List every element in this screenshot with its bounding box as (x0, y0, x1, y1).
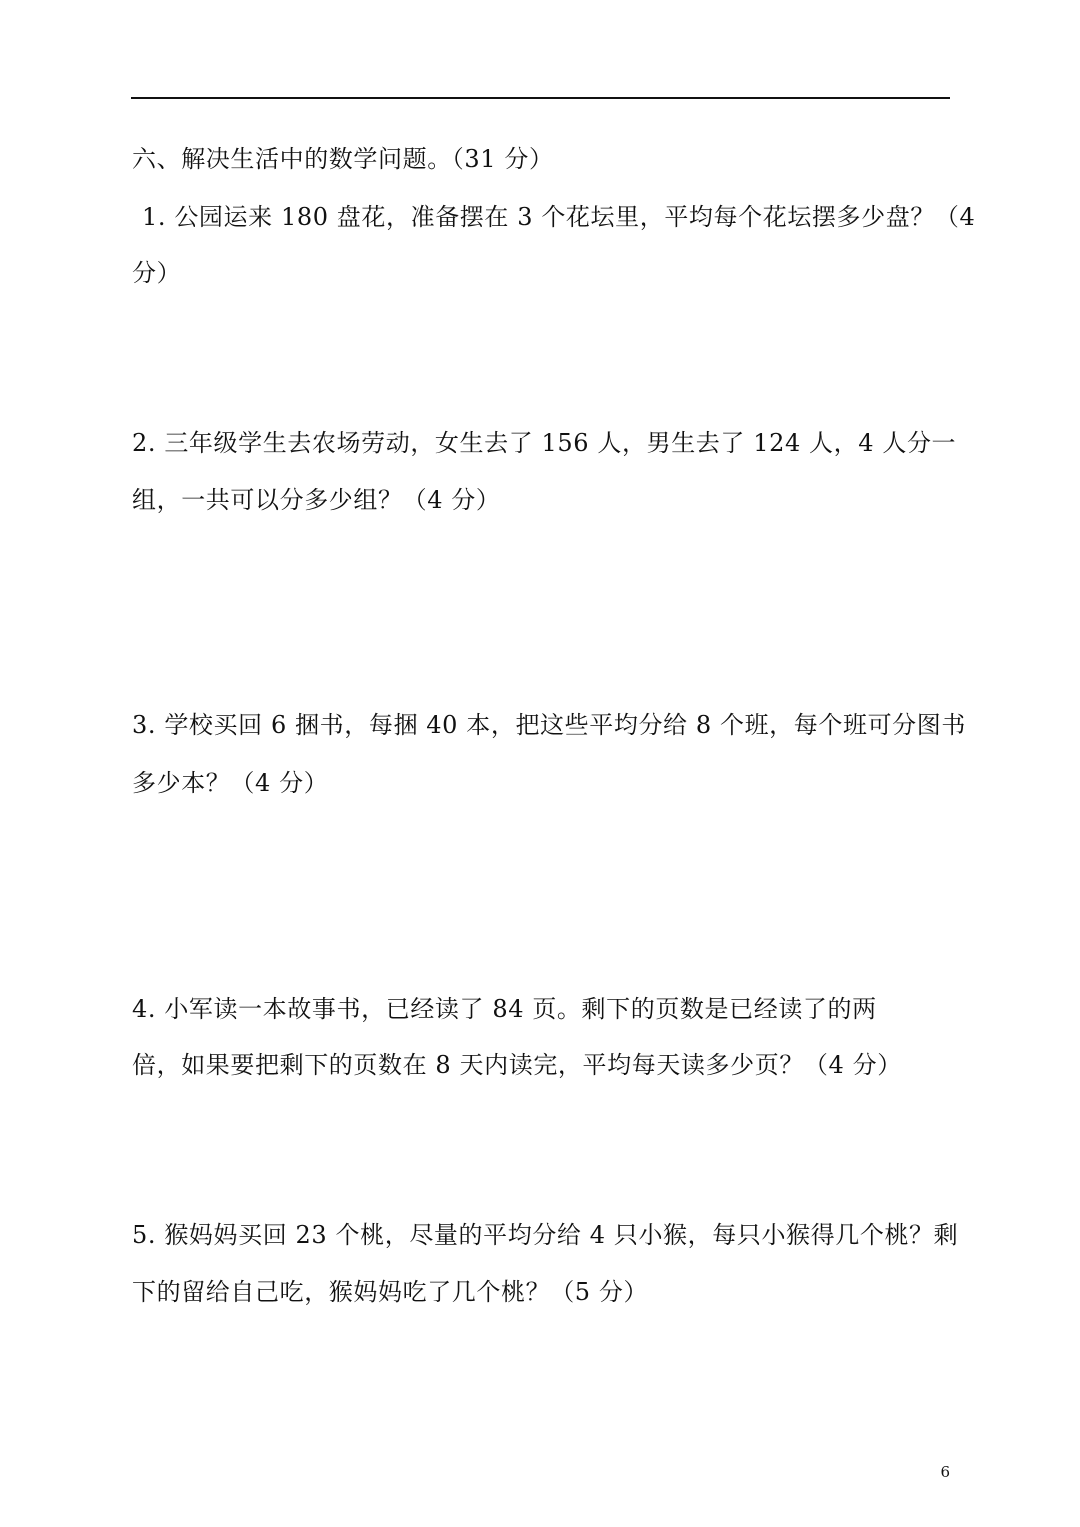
question-2-line-2: 组，一共可以分多少组？（4 分） (132, 486, 501, 514)
page-number: 6 (940, 1463, 950, 1481)
question-3-line-1: 3. 学校买回 6 捆书，每捆 40 本，把这些平均分给 8 个班，每个班可分图书 (132, 711, 966, 739)
header-rule (131, 97, 950, 99)
question-5-line-1: 5. 猴妈妈买回 23 个桃，尽量的平均分给 4 只小猴，每只小猴得几个桃？剩 (132, 1221, 959, 1249)
question-1-line-2: 分） (132, 259, 182, 287)
question-2-line-1: 2. 三年级学生去农场劳动，女生去了 156 人，男生去了 124 人，4 人分一 (132, 429, 957, 457)
section-title: 六、解决生活中的数学问题。（31 分） (132, 145, 554, 173)
question-4-line-1: 4. 小军读一本故事书，已经读了 84 页。剩下的页数是已经读了的两 (132, 995, 877, 1023)
question-1-line-1: 1. 公园运来 180 盘花，准备摆在 3 个花坛里，平均每个花坛摆多少盘？（4 (142, 203, 976, 231)
question-3-line-2: 多少本？（4 分） (132, 769, 329, 797)
question-4-line-2: 倍，如果要把剩下的页数在 8 天内读完，平均每天读多少页？（4 分） (132, 1051, 902, 1079)
question-5-line-2: 下的留给自己吃，猴妈妈吃了几个桃？（5 分） (132, 1278, 649, 1306)
